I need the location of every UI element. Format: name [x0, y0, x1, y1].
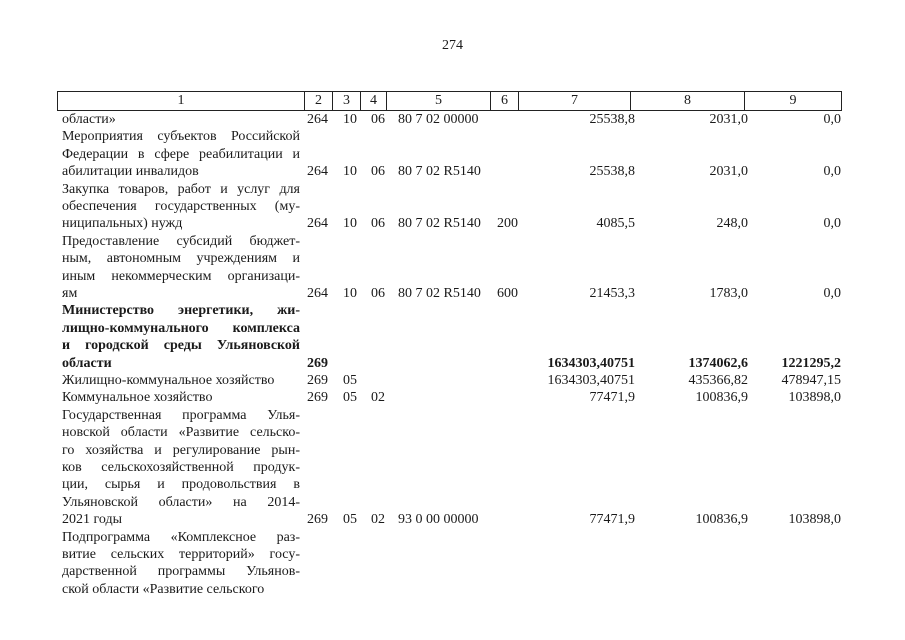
row-name-line: Мероприятия субъектов Российской [62, 129, 300, 145]
code-gr: 264 [307, 285, 328, 301]
code-rz: 10 [343, 285, 357, 301]
value-2020: 100836,9 [695, 390, 748, 406]
value-2020: 2031,0 [709, 112, 748, 127]
row-name-line: области [62, 355, 112, 371]
row-name [62, 128, 300, 180]
value-2019: 25538,8 [589, 164, 635, 180]
row-name-line: обеспечения государственных (му- [62, 199, 300, 214]
code-csr: 80 7 02 R5140 [398, 285, 481, 301]
page-number: 274 [442, 38, 463, 53]
code-pr: 06 [371, 216, 385, 232]
value-2019: 77471,9 [589, 512, 635, 528]
code-csr: 93 0 00 00000 [398, 512, 479, 528]
header-col-4: 4 [361, 92, 387, 111]
row-name-line: ции, сырья и продовольствия в [62, 477, 300, 493]
row-name [62, 111, 300, 128]
value-2021: 478947,15 [781, 373, 841, 388]
code-pr: 02 [371, 390, 385, 406]
value-2021: 0,0 [823, 112, 841, 127]
code-rz: 10 [343, 164, 357, 180]
value-2020: 100836,9 [695, 512, 748, 528]
code-rz: 10 [343, 216, 357, 232]
row-name [62, 233, 300, 303]
row-name-line: Подпрограмма «Комплексное раз- [62, 529, 300, 545]
table-header [57, 91, 842, 111]
row-name-line: Федерации в сфере реабилитации и [62, 146, 300, 162]
value-2021: 103898,0 [788, 390, 841, 406]
row-name-line: го хозяйства и регулирование рын- [62, 442, 300, 458]
value-2021: 0,0 [823, 216, 841, 232]
row-name-line: витие сельских территорий» госу- [62, 547, 300, 562]
code-gr: 264 [307, 216, 328, 232]
code-pr: 02 [371, 512, 385, 528]
code-gr: 269 [307, 373, 328, 388]
value-2019: 4085,5 [596, 216, 635, 232]
code-vr: 600 [497, 285, 518, 301]
row-name-line: области» [62, 112, 116, 127]
code-rz: 05 [343, 390, 357, 406]
row-name [62, 529, 300, 599]
value-2020: 1783,0 [709, 285, 748, 301]
row-name-line: иным некоммерческим организаци- [62, 268, 300, 284]
code-gr: 264 [307, 164, 328, 180]
row-name [62, 302, 300, 372]
row-name-line: ным, автономным учреждениям и [62, 251, 300, 267]
row-name-line: дарственной программы Ульянов- [62, 564, 300, 580]
row-name-line: Жилищно-коммунальное хозяйство [62, 373, 275, 388]
row-name-line: Министерство энергетики, жи- [62, 303, 300, 319]
row-name-line: лищно-коммунального комплекса [62, 320, 300, 336]
row-name [62, 181, 300, 233]
row-name [62, 372, 300, 389]
row-name-line: и городской среды Ульяновской [62, 338, 300, 354]
value-2020: 435366,82 [688, 373, 748, 388]
code-rz: 05 [343, 512, 357, 528]
header-col-5: 5 [387, 92, 491, 111]
row-name-line: ниципальных) нужд [62, 216, 183, 232]
header-col-8: 8 [631, 92, 745, 111]
value-2020: 248,0 [716, 216, 748, 232]
code-gr: 269 [307, 355, 328, 371]
value-2021: 0,0 [823, 285, 841, 301]
row-name-line: ской области «Развитие сельского [62, 581, 265, 597]
code-pr: 06 [371, 285, 385, 301]
code-gr: 269 [307, 512, 328, 528]
row-name-line: Коммунальное хозяйство [62, 390, 213, 406]
code-gr: 264 [307, 112, 328, 127]
code-csr: 80 7 02 R5140 [398, 216, 481, 232]
value-2021: 1221295,2 [781, 355, 841, 371]
value-2020: 2031,0 [709, 164, 748, 180]
row-name-line: ям [62, 286, 78, 302]
header-col-9: 9 [745, 92, 842, 111]
row-name-line: Закупка товаров, работ и услуг для [62, 181, 300, 197]
value-2020: 1374062,6 [688, 355, 748, 371]
row-name-line: Государственная программа Улья- [62, 407, 300, 423]
value-2021: 103898,0 [788, 512, 841, 528]
row-name-line: новской области «Развитие сельско- [62, 425, 300, 441]
value-2019: 1634303,40751 [547, 373, 635, 388]
row-name-line: Предоставление субсидий бюджет- [62, 233, 300, 249]
code-vr: 200 [497, 216, 518, 232]
code-pr: 06 [371, 112, 385, 127]
row-name [62, 407, 300, 529]
row-name [62, 389, 300, 406]
code-csr: 80 7 02 R5140 [398, 164, 481, 180]
code-gr: 269 [307, 390, 328, 406]
value-2019: 25538,8 [589, 112, 635, 127]
header-col-2: 2 [305, 92, 333, 111]
header-col-7: 7 [519, 92, 631, 111]
header-col-6: 6 [491, 92, 519, 111]
code-pr: 06 [371, 164, 385, 180]
row-name-line: ков сельскохозяйственной продук- [62, 460, 300, 476]
code-rz: 05 [343, 373, 357, 388]
value-2021: 0,0 [823, 164, 841, 180]
value-2019: 21453,3 [589, 285, 635, 301]
row-name-line: Ульяновской области» на 2014- [62, 494, 300, 510]
header-col-3: 3 [333, 92, 361, 111]
code-rz: 10 [343, 112, 357, 127]
value-2019: 77471,9 [589, 390, 635, 406]
header-col-1: 1 [58, 92, 305, 111]
row-name-line: абилитации инвалидов [62, 164, 199, 180]
value-2019: 1634303,40751 [547, 355, 635, 371]
row-name-line: 2021 годы [62, 512, 123, 528]
code-csr: 80 7 02 00000 [398, 112, 479, 127]
